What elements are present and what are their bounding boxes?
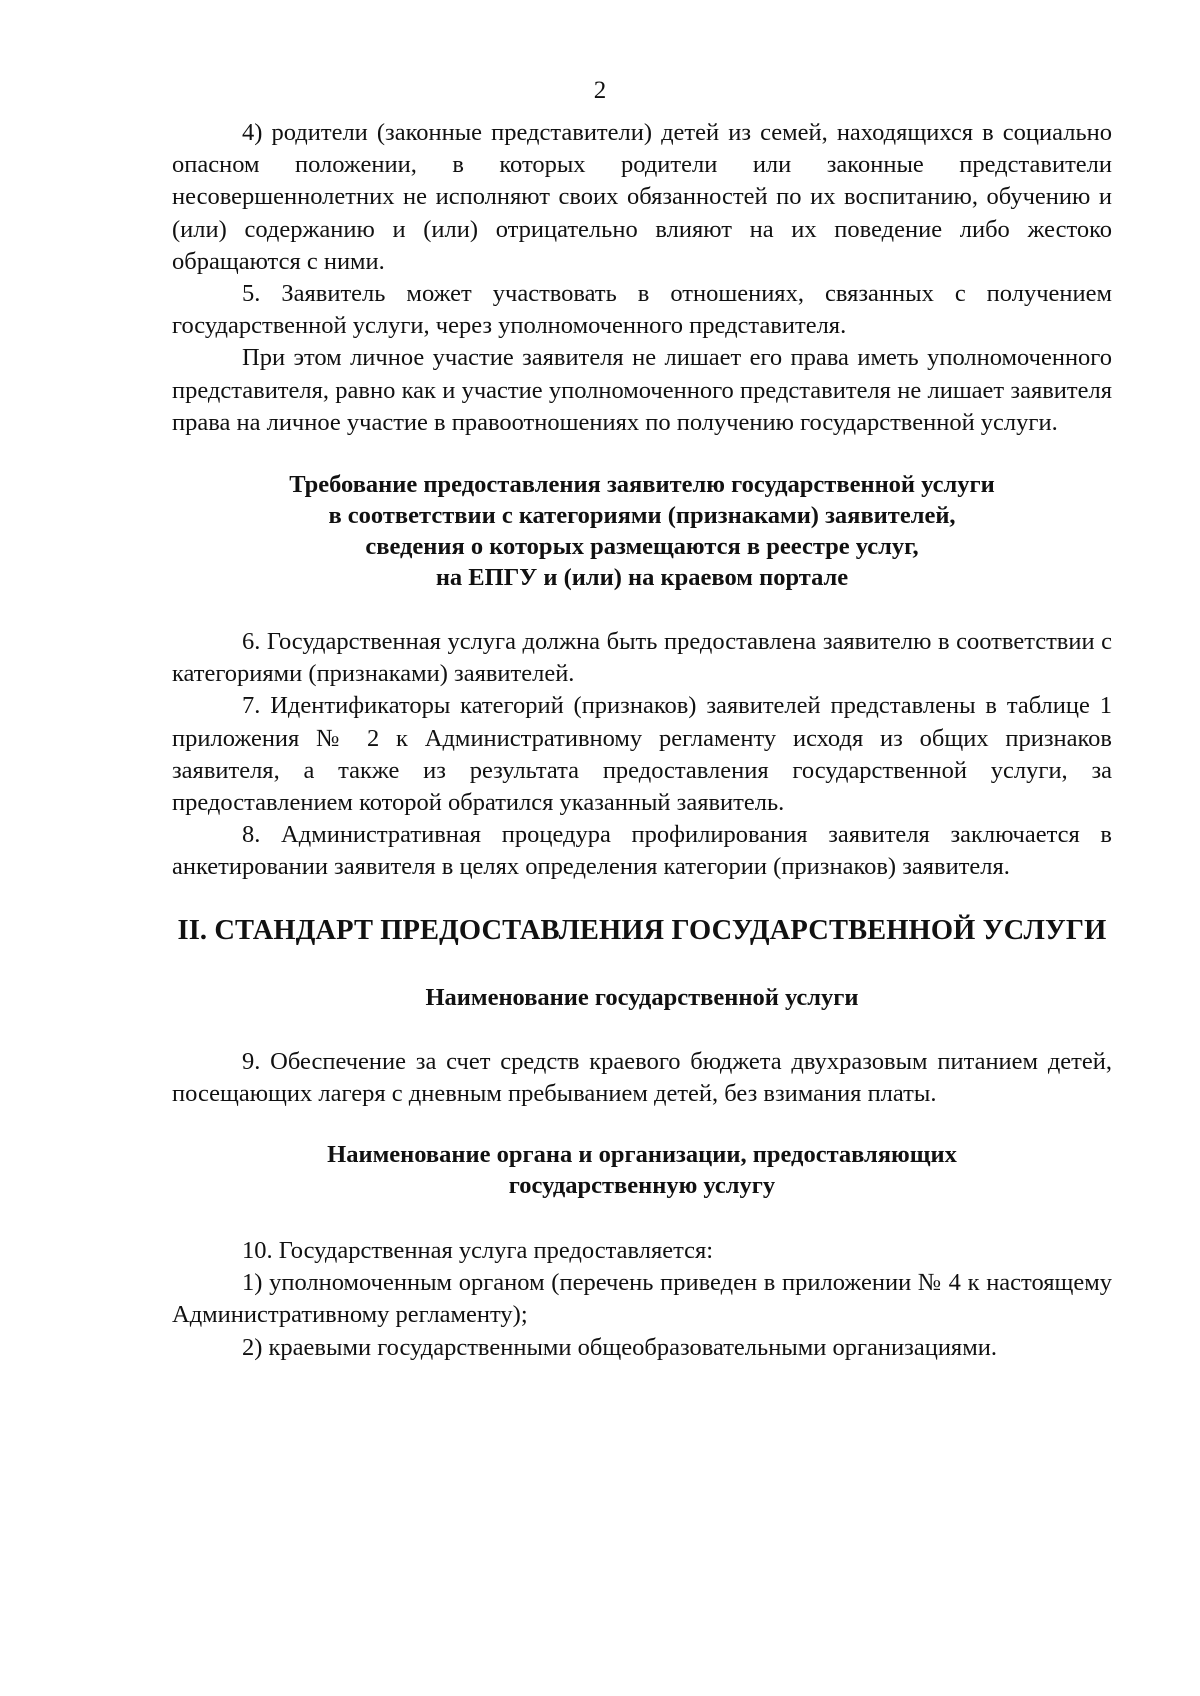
- paragraph-10-item-1: 1) уполномоченным органом (перечень приведен в приложении № 4 к настоящему Административному регламенту);: [172, 1269, 1112, 1329]
- paragraph-4: 4) родители (законные представители) детей из семей, находящихся в социально опасном положении, в которых родители или законные представители несовершеннолетних не исполняют своих обязанностей по их воспитанию, обучению и (или) содержанию и (или) отрицательно влияют на их поведение либо жестоко обращаются с ними.: [172, 119, 1112, 275]
- paragraph-7: 7. Идентификаторы категорий (признаков) заявителей представлены в таблице 1 приложения № 2 к Административному регламенту исходя из общих признаков заявителя, а также из результата предоставления государственной услуги, за предоставлением которой обратился указанный заявитель.: [172, 692, 1112, 817]
- paragraph-8: 8. Административная процедура профилирования заявителя заключается в анкетировании заявителя в целях определения категории (признаков) заявителя.: [172, 821, 1112, 881]
- section-title: II. СТАНДАРТ ПРЕДОСТАВЛЕНИЯ ГОСУДАРСТВЕННОЙ УСЛУГИ: [177, 914, 1107, 946]
- document-body: [172, 117, 1112, 1364]
- page-number: 2: [593, 77, 607, 104]
- heading-line: в соответствии с категориями (признаками) заявителей,: [328, 502, 956, 530]
- paragraph-9: 9. Обеспечение за счет средств краевого бюджета двухразовым питанием детей, посещающих лагеря с дневным пребыванием детей, без взимания платы.: [172, 1047, 1112, 1107]
- paragraph-5-continuation: При этом личное участие заявителя не лишает его права иметь уполномоченного представителя, равно как и участие уполномоченного представителя не лишает заявителя права на личное участие в правоотношениях по получению государственной услуги.: [172, 344, 1112, 436]
- heading-line: Требование предоставления заявителю государственной услуги: [289, 471, 995, 499]
- heading-service-name: Наименование государственной услуги: [425, 983, 859, 1011]
- paragraph-5: 5. Заявитель может участвовать в отношениях, связанных с получением государственной услуги, через уполномоченного представителя.: [172, 280, 1112, 340]
- heading-line: сведения о которых размещаются в реестре услуг,: [365, 533, 919, 561]
- paragraph-10: 10. Государственная услуга предоставляется:: [242, 1237, 714, 1265]
- heading-providing-body: [172, 1139, 1112, 1201]
- heading-line: Наименование органа и организации, предоставляющих: [327, 1141, 957, 1169]
- heading-line: на ЕПГУ и (или) на краевом портале: [435, 564, 849, 592]
- heading-applicant-requirement: [172, 469, 1112, 593]
- paragraph-6: 6. Государственная услуга должна быть предоставлена заявителю в соответствии с категориями (признаками) заявителей.: [172, 628, 1112, 688]
- paragraph-10-item-2: 2) краевыми государственными общеобразовательными организациями.: [242, 1333, 997, 1361]
- heading-line: государственную услугу: [508, 1172, 776, 1200]
